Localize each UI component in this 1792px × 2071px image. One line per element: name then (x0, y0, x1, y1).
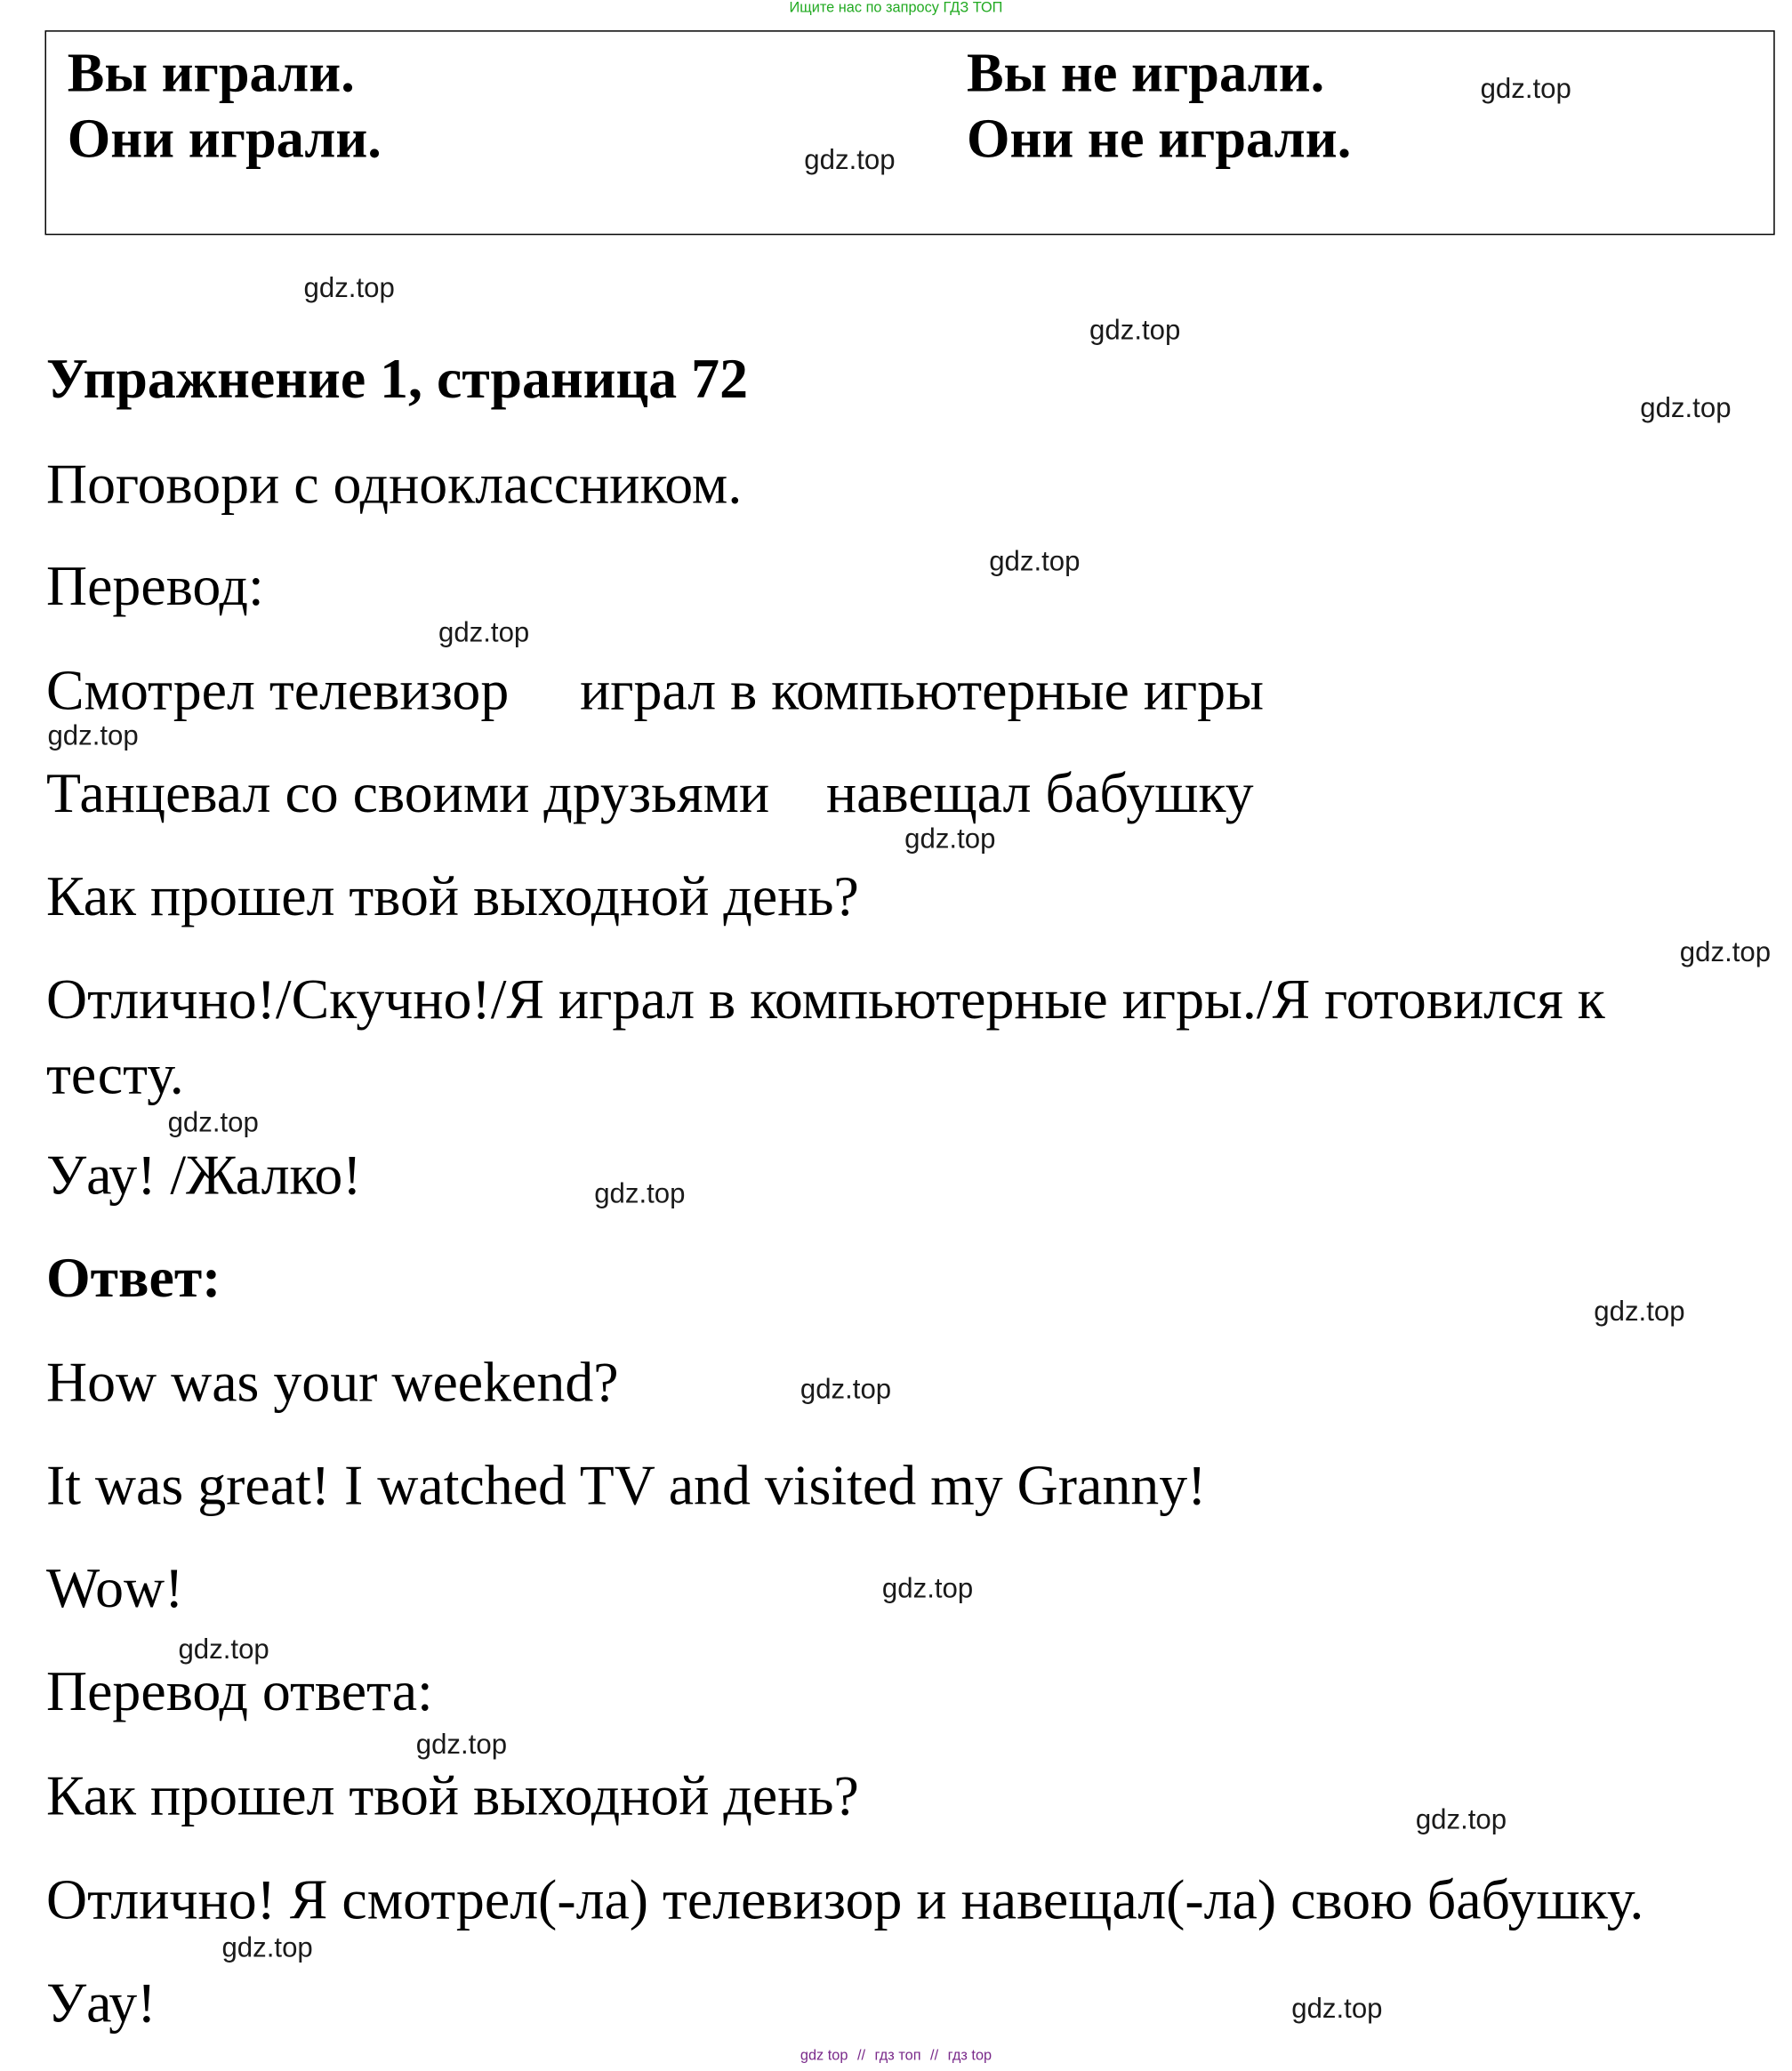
watermark: gdz.top (881, 1574, 974, 1605)
answer-translation-label: Перевод ответа: (45, 1661, 433, 1723)
watermark: gdz.top (1480, 74, 1571, 105)
translation-line-1: Смотрел телевизор играл в компьютерные игры (45, 660, 1265, 723)
watermark: gdz.top (1679, 937, 1772, 968)
footer-separator: // (930, 2048, 939, 2064)
watermark: gdz.top (415, 1730, 508, 1761)
translation-label: Перевод: (45, 556, 264, 618)
box-right-line-1: Вы не играли. (966, 44, 1325, 105)
answer-translation-line-1: Как прошел твой выходной день? (45, 1765, 859, 1828)
translation-line-6: Уау! /Жалко! (45, 1144, 362, 1208)
translation-line-2: Танцевал со своими друзьями навещал бабушку (45, 763, 1254, 826)
box-left-line-1: Вы играли. (67, 44, 355, 105)
answer-line-1: How was your weekend? (45, 1352, 619, 1415)
footer-link[interactable]: гдз top (947, 2048, 992, 2064)
footer-link[interactable]: gdz top (800, 2048, 848, 2064)
watermark: gdz.top (904, 823, 996, 855)
answer-translation-line-3: Уау! (45, 1972, 157, 2035)
exercise-task: Поговори с одноклассником. (45, 454, 743, 517)
translation-line-4: Отлично!/Скучно!/Я играл в компьютерные игры./Я готовился к (45, 968, 1605, 1031)
footer-link[interactable]: гдз топ (874, 2048, 921, 2064)
answer-line-3: Wow! (45, 1558, 184, 1620)
answer-translation-line-2: Отлично! Я смотрел(-ла) телевизор и навещал(-ла) свою бабушку. (45, 1869, 1644, 1932)
answer-label: Ответ: (45, 1248, 221, 1311)
answer-line-2: It was great! I watched TV and visited my Granny! (45, 1455, 1207, 1518)
footer-separator: // (856, 2048, 866, 2064)
watermark: gdz.top (800, 1374, 892, 1405)
watermark: gdz.top (1640, 393, 1732, 424)
exercise-title: Упражнение 1, страница 72 (45, 349, 749, 411)
box-left-line-2: Они играли. (67, 109, 382, 171)
watermark: gdz.top (438, 617, 530, 649)
box-right-line-2: Они не играли. (966, 109, 1352, 171)
watermark: gdz.top (303, 273, 395, 304)
watermark: gdz.top (594, 1179, 686, 1210)
footer-links (0, 2050, 1792, 2064)
watermark: gdz.top (47, 720, 139, 751)
watermark: gdz.top (1089, 315, 1181, 347)
watermark: gdz.top (167, 1107, 259, 1138)
top-search-note (0, 1, 1792, 15)
watermark: gdz.top (1291, 1994, 1383, 2025)
watermark: gdz.top (178, 1634, 269, 1666)
translation-line-5: тесту. (45, 1044, 184, 1107)
watermark: gdz.top (221, 1932, 313, 1964)
translation-line-3: Как прошел твой выходной день? (45, 866, 859, 928)
top-search-note-text: Ищите нас по запросу ГДЗ ТОП (789, 0, 1003, 16)
conjugation-box (44, 30, 1774, 235)
watermark: gdz.top (1594, 1296, 1685, 1328)
watermark: gdz.top (989, 546, 1081, 577)
watermark: gdz.top (804, 145, 896, 176)
watermark: gdz.top (1415, 1804, 1507, 1836)
